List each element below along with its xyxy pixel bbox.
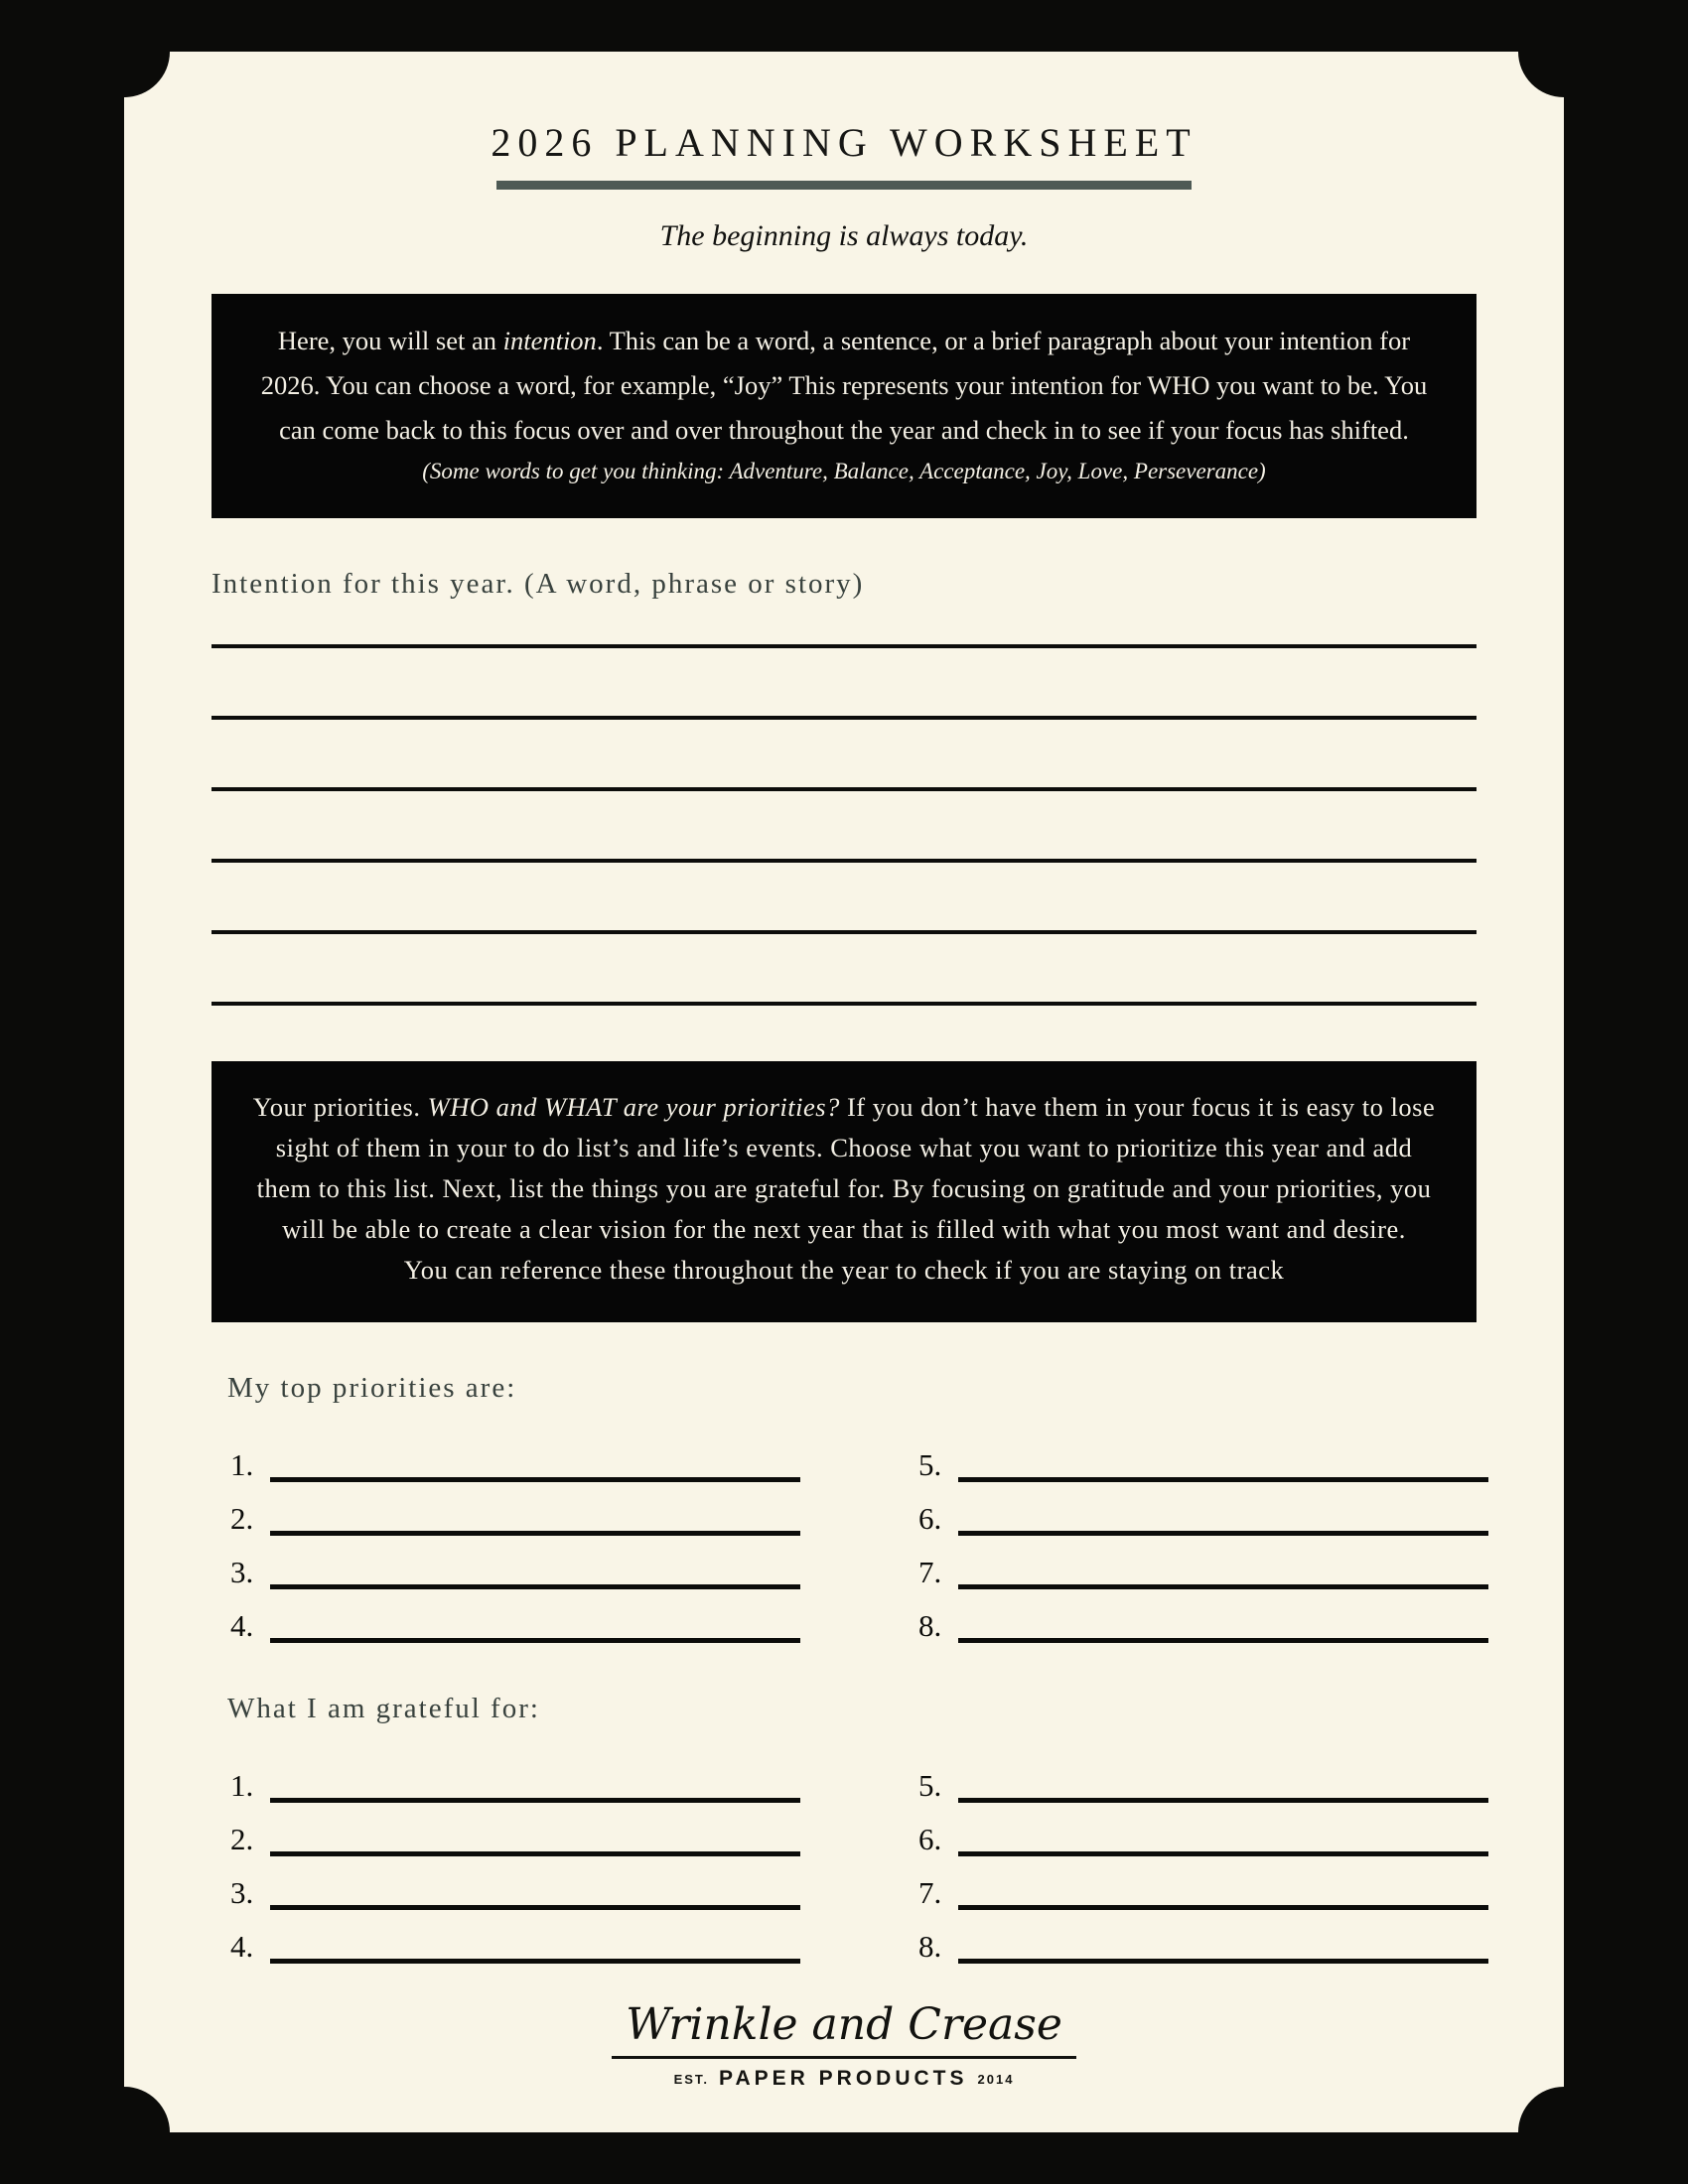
list-item: [230, 1589, 800, 1643]
fill-in-line: [270, 1574, 800, 1589]
item-number: 5.: [918, 1768, 942, 1803]
brand-est-label: EST.: [673, 2071, 710, 2087]
grateful-section-label: What I am grateful for:: [227, 1693, 540, 1724]
brand-year-label: 2014: [977, 2071, 1015, 2087]
list-item: [230, 1536, 800, 1589]
intention-word-hints: (Some words to get you thinking: Adventure, Balance, Acceptance, Joy, Love, Perseverance): [422, 459, 1266, 483]
fill-in-line: [958, 1628, 1488, 1643]
list-item: [918, 1429, 1488, 1482]
brand-products-label: PAPER PRODUCTS: [719, 2067, 968, 2090]
fill-in-line: [958, 1895, 1488, 1910]
item-number: 2.: [230, 1822, 254, 1856]
list-item: [918, 1803, 1488, 1856]
brand-logo-script: Wrinkle and Crease: [612, 1999, 1076, 2059]
item-number: 7.: [918, 1555, 942, 1589]
list-item: [230, 1856, 800, 1910]
fill-in-line: [270, 1628, 800, 1643]
fill-in-line: [270, 1788, 800, 1803]
item-number: 2.: [230, 1501, 254, 1536]
fill-in-line: [958, 1949, 1488, 1964]
item-number: 3.: [230, 1555, 254, 1589]
item-number: 6.: [918, 1822, 942, 1856]
priorities-instructions-box: [211, 1061, 1477, 1322]
item-number: 7.: [918, 1875, 942, 1910]
brand-footer: [124, 1999, 1564, 2091]
fill-in-line: [270, 1895, 800, 1910]
item-number: 4.: [230, 1929, 254, 1964]
priorities-section-label: My top priorities are:: [227, 1372, 517, 1404]
write-line: [211, 648, 1477, 720]
list-item: [918, 1749, 1488, 1803]
list-item: [230, 1803, 800, 1856]
fill-in-line: [270, 1467, 800, 1482]
corner-notch-bottom-left: [124, 2087, 170, 2132]
write-line: [211, 720, 1477, 791]
item-number: 8.: [918, 1608, 942, 1643]
worksheet-page: [124, 52, 1564, 2132]
title-underline-bar: [496, 181, 1192, 190]
item-number: 6.: [918, 1501, 942, 1536]
quote-subtitle: The beginning is always today.: [659, 219, 1029, 252]
item-number: 5.: [918, 1447, 942, 1482]
intention-instructions-box: [211, 294, 1477, 518]
brand-tagline: [124, 2067, 1564, 2091]
list-item: [230, 1749, 800, 1803]
list-item: [918, 1536, 1488, 1589]
fill-in-line: [958, 1467, 1488, 1482]
list-item: [230, 1429, 800, 1482]
fill-in-line: [270, 1949, 800, 1964]
fill-in-line: [958, 1521, 1488, 1536]
item-number: 8.: [918, 1929, 942, 1964]
corner-notch-top-left: [124, 52, 170, 97]
item-number: 1.: [230, 1768, 254, 1803]
fill-in-line: [958, 1574, 1488, 1589]
list-item: [918, 1589, 1488, 1643]
priorities-instructions-text: Your priorities. WHO and WHAT are your priorities? If you don’t have them in your focus it is easy to lose sight of them in your to do list’s and life’s events. Choose what you want to prioritize this year and add them to this list. Next, list the things you are grateful for. By focusing on gratitude and your priorities, you will be able to create a clear vision for the next year that is filled with what you most want and desire.: [252, 1092, 1436, 1244]
page-title: 2026 PLANNING WORKSHEET: [491, 120, 1197, 165]
priorities-list: [124, 1405, 1564, 1643]
item-number: 3.: [230, 1875, 254, 1910]
list-item: [230, 1482, 800, 1536]
fill-in-line: [958, 1788, 1488, 1803]
corner-notch-bottom-right: [1518, 2087, 1564, 2132]
intention-section-label: Intention for this year. (A word, phrase or story): [211, 568, 865, 600]
item-number: 1.: [230, 1447, 254, 1482]
list-item: [918, 1910, 1488, 1964]
intention-write-lines: [211, 601, 1477, 1006]
write-line: [211, 601, 1477, 648]
fill-in-line: [270, 1842, 800, 1856]
grateful-list: [124, 1725, 1564, 1964]
list-item: [230, 1910, 800, 1964]
intention-instructions-text: Here, you will set an intention. This can be a word, a sentence, or a brief paragraph about your intention for 2026. You can choose a word, for example, “Joy” This represents your intention for WHO you want to be. You can come back to this focus over and over throughout the year and check in to see if your focus has shifted.: [260, 326, 1428, 445]
list-item: [918, 1856, 1488, 1910]
write-line: [211, 863, 1477, 934]
corner-notch-top-right: [1518, 52, 1564, 97]
priorities-reference-note: You can reference these throughout the year to check if you are staying on track: [403, 1255, 1285, 1285]
write-line: [211, 934, 1477, 1006]
write-line: [211, 791, 1477, 863]
fill-in-line: [958, 1842, 1488, 1856]
fill-in-line: [270, 1521, 800, 1536]
item-number: 4.: [230, 1608, 254, 1643]
list-item: [918, 1482, 1488, 1536]
